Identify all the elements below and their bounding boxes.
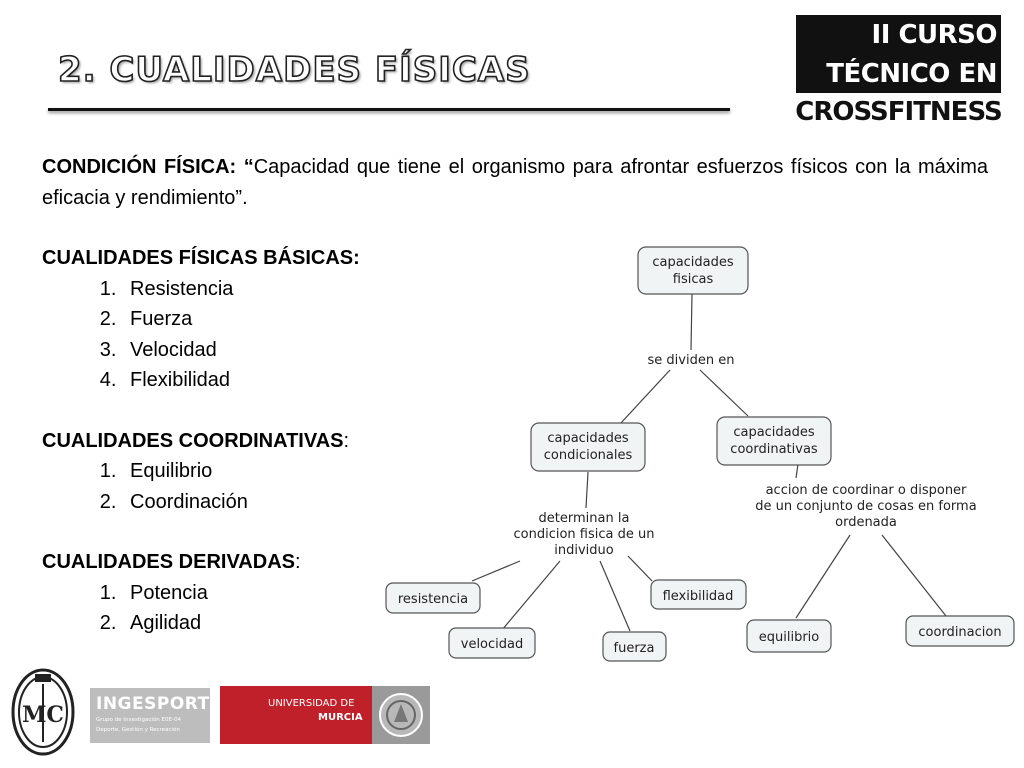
course-logo-line-2: TÉCNICO EN: [796, 54, 1001, 93]
svg-text:individuo: individuo: [554, 543, 614, 558]
svg-text:condicionales: condicionales: [543, 448, 633, 463]
section-heading: CUALIDADES FÍSICAS BÁSICAS:: [42, 247, 360, 269]
svg-text:condicion fisica de un: condicion fisica de un: [513, 527, 655, 542]
list-item: 4. Flexibilidad: [122, 365, 988, 396]
svg-text:fuerza: fuerza: [613, 641, 655, 656]
svg-text:capacidades: capacidades: [733, 425, 815, 440]
course-logo: [796, 15, 1001, 130]
link-determinan: [514, 511, 655, 558]
university-seal: [372, 686, 430, 744]
list-item: 2. Fuerza: [122, 304, 988, 335]
node-capacidades-condicionales: [531, 423, 645, 471]
definition-open-quote: “: [243, 156, 254, 178]
connector-line: [796, 535, 850, 618]
ingesport-sub-1: Grupo de Investigación E0E-04: [96, 717, 181, 723]
list-item: 1. Potencia: [122, 578, 988, 609]
universidad-murcia-logo: [220, 686, 430, 744]
svg-text:MC: MC: [22, 702, 64, 728]
concept-map: [380, 238, 1020, 668]
link-accion-de-coordinar: [755, 483, 976, 530]
ingesport-name: INGESPORT: [96, 694, 210, 714]
svg-text:fisicas: fisicas: [672, 272, 714, 287]
svg-text:accion de coordinar o disponer: accion de coordinar o disponer: [765, 483, 967, 498]
link-se-dividen-en: se dividen en: [647, 353, 735, 368]
list-item: 1. Resistencia: [122, 274, 988, 305]
connector-line: [628, 556, 652, 581]
connector-line: [502, 561, 560, 630]
definition-paragraph: [42, 152, 988, 213]
connector-line: [600, 561, 630, 631]
title-underline: [48, 108, 730, 111]
university-line-2: MURCIA: [318, 712, 363, 723]
leaf-fuerza: [603, 632, 666, 661]
university-line-1: UNIVERSIDAD DE: [268, 698, 355, 709]
svg-text:capacidades: capacidades: [652, 255, 734, 270]
svg-text:determinan la: determinan la: [538, 511, 630, 526]
svg-text:flexibilidad: flexibilidad: [662, 589, 734, 604]
svg-text:equilibrio: equilibrio: [758, 630, 820, 645]
connector-line: [620, 370, 670, 424]
leaf-velocidad: [449, 628, 535, 658]
leaf-flexibilidad: [651, 580, 746, 609]
leaf-resistencia: [386, 583, 480, 613]
svg-text:coordinativas: coordinativas: [730, 442, 818, 457]
connector-line: [882, 535, 946, 616]
connector-line: [586, 472, 588, 508]
connector-line: [700, 370, 748, 416]
connector-line: [691, 294, 692, 350]
definition-label: CONDICIÓN FÍSICA:: [42, 156, 237, 178]
list-item: 1. Equilibrio: [122, 456, 988, 487]
mc-shield-logo: [10, 666, 76, 758]
svg-text:capacidades: capacidades: [547, 431, 629, 446]
section-heading: CUALIDADES COORDINATIVAS:: [42, 429, 350, 452]
course-logo-line-3: CROSSFITNESS: [796, 93, 1001, 130]
section-heading: CUALIDADES DERIVADAS:: [42, 551, 301, 573]
svg-text:coordinacion: coordinacion: [918, 625, 1002, 640]
svg-text:de un conjunto de cosas en for: de un conjunto de cosas en forma: [755, 499, 977, 514]
connector-line: [472, 561, 520, 581]
list-item: 2. Agilidad: [122, 608, 988, 639]
node-capacidades-fisicas: [638, 247, 748, 294]
node-capacidades-coordinativas: [717, 417, 831, 465]
list-item: 2. Coordinación: [122, 487, 988, 518]
course-logo-line-1: II CURSO: [796, 15, 1001, 54]
slide-title: 2. CUALIDADES FÍSICAS: [58, 50, 531, 90]
definition-text: Capacidad que tiene el organismo para afrontar esfuerzos físicos con la máxima eficacia y rendimiento”.: [42, 156, 988, 209]
leaf-equilibrio: [747, 620, 831, 652]
leaf-coordinacion: [906, 616, 1014, 646]
ingesport-logo: [90, 688, 210, 743]
svg-text:ordenada: ordenada: [835, 515, 897, 530]
seal-icon: [372, 686, 430, 744]
svg-text:velocidad: velocidad: [460, 637, 524, 652]
ingesport-sub-2: Deporte, Gestión y Recreación: [96, 727, 180, 733]
list-item: 3. Velocidad: [122, 335, 988, 366]
footer-logos: [10, 666, 430, 758]
svg-text:resistencia: resistencia: [397, 592, 469, 607]
connector-line: [796, 464, 798, 478]
